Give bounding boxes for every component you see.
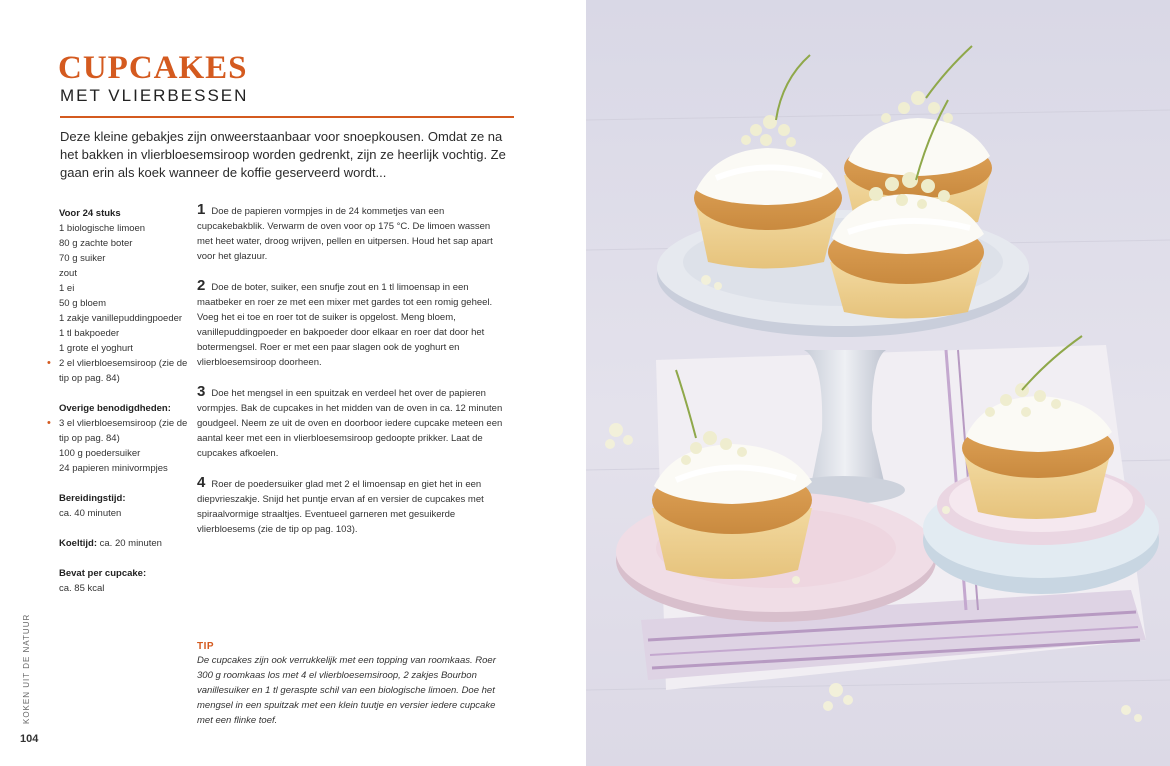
cooling-time-label: Koeltijd: — [59, 538, 97, 549]
supply-item: 100 g poedersuiker — [59, 448, 141, 459]
method-step — [197, 278, 507, 370]
page-number: 104 — [20, 733, 39, 745]
ingredient-item: 50 g bloem — [59, 298, 107, 309]
prep-time-label: Bereidingstijd: — [59, 493, 126, 504]
ingredient-item: 1 tl bakpoeder — [59, 328, 120, 339]
ingredients-column — [59, 206, 191, 596]
step-number: 1 — [197, 201, 206, 218]
cooling-time — [59, 536, 191, 551]
step-number: 4 — [197, 474, 206, 491]
step-number: 2 — [197, 277, 206, 294]
ingredient-item: 1 ei — [59, 283, 75, 294]
tip-text: De cupcakes zijn ook verrukkelijk met een topping van roomkaas. Roer 300 g roomkaas los met 4 el vlierbloesemsiroop, 2 zakjes Bourbon vanillesuiker en 1 tl geraspte schil van een biologische limoen. Doe het mengsel in een spuitzak met een klein tuutje en versier iedere cupcake met een flinke toef. — [197, 655, 496, 726]
ingredient-item: zout — [59, 268, 77, 279]
title-divider — [60, 116, 514, 118]
step-text: Doe het mengsel in een spuitzak en verdeel het over de papieren vormpjes. Bak de cupcakes in het midden van de oven in ca. 12 minuten goudgeel. Neem ze uit de oven en doorboor iedere cupcake meteen een aantal keer met een in vlierbloesemsiroop gedoopte prikker. Laat de cupcakes afkoelen. — [197, 388, 503, 459]
recipe-intro: Deze kleine gebakjes zijn onweerstaanbaar voor snoepkousen. Omdat ze na het bakken in vlierbloesemsiroop worden gedrenkt, zijn ze heerlijk vochtig. Ze gaan erin als koek wanneer de koffie geserveerd wordt... — [60, 129, 506, 180]
section-running-head: KOKEN UIT DE NATUUR — [22, 613, 31, 724]
ingredient-item: 1 grote el yoghurt — [59, 343, 133, 354]
step-text: Doe de boter, suiker, een snufje zout en 1 tl limoensap in een maatbeker en roer ze met een mixer met gardes tot een romig geheel. Voeg het ei toe en roer tot de suiker is opgelost. Meng bloem, vanillepuddingpoeder en bakpoeder door elkaar en roer dat door het botermengsel. Roer er met een paar slagen ook de yoghurt en vlierbloesemsiroop doorheen. — [197, 282, 493, 368]
tip-box — [197, 641, 507, 728]
method-step — [197, 475, 507, 537]
method-step — [197, 202, 507, 264]
ingredient-item: 70 g suiker — [59, 253, 106, 264]
photo-page — [586, 0, 1170, 766]
calories-value: ca. 85 kcal — [59, 583, 105, 594]
recipe-title: CUPCAKES — [58, 50, 248, 86]
ingredient-item: • 2 el vlierbloesemsiroop (zie de tip op pag. 84) — [59, 356, 191, 386]
ingredient-item: 1 zakje vanillepuddingpoeder — [59, 313, 183, 324]
step-text: Roer de poedersuiker glad met 2 el limoensap en giet het in een diepvrieszakje. Snijd het puntje ervan af en versier de cupcakes met spiraalvormige straaltjes. Eventueel garneren met gesuikerde vlierbloesems (zie de tip op pag. 103). — [197, 479, 484, 535]
supply-item: 24 papieren minivormpjes — [59, 463, 168, 474]
recipe-subtitle: MET VLIERBESSEN — [60, 86, 249, 105]
method-steps — [197, 202, 507, 551]
cupcakes-photo — [586, 0, 1170, 766]
supply-item: • 3 el vlierbloesemsiroop (zie de tip op pag. 84) — [59, 416, 191, 446]
other-supplies-heading: Overige benodigdheden: — [59, 403, 171, 414]
method-step — [197, 384, 507, 461]
tip-label: TIP — [197, 641, 215, 652]
cooling-time-value: ca. 20 minuten — [99, 538, 162, 549]
ingredients-heading: Voor 24 stuks — [59, 208, 121, 219]
step-text: Doe de papieren vormpjes in de 24 kommetjes van een cupcakebakblik. Verwarm de oven voor op 175 °C. De limoen wassen met heet water, droog wrijven, pellen en uitpersen. Houd het sap apart voor het glazuur. — [197, 206, 493, 262]
ingredient-item: 1 biologische limoen — [59, 223, 146, 234]
prep-time-value: ca. 40 minuten — [59, 508, 122, 519]
step-number: 3 — [197, 383, 206, 400]
calories-label: Bevat per cupcake: — [59, 568, 147, 579]
ingredient-item: 80 g zachte boter — [59, 238, 133, 249]
